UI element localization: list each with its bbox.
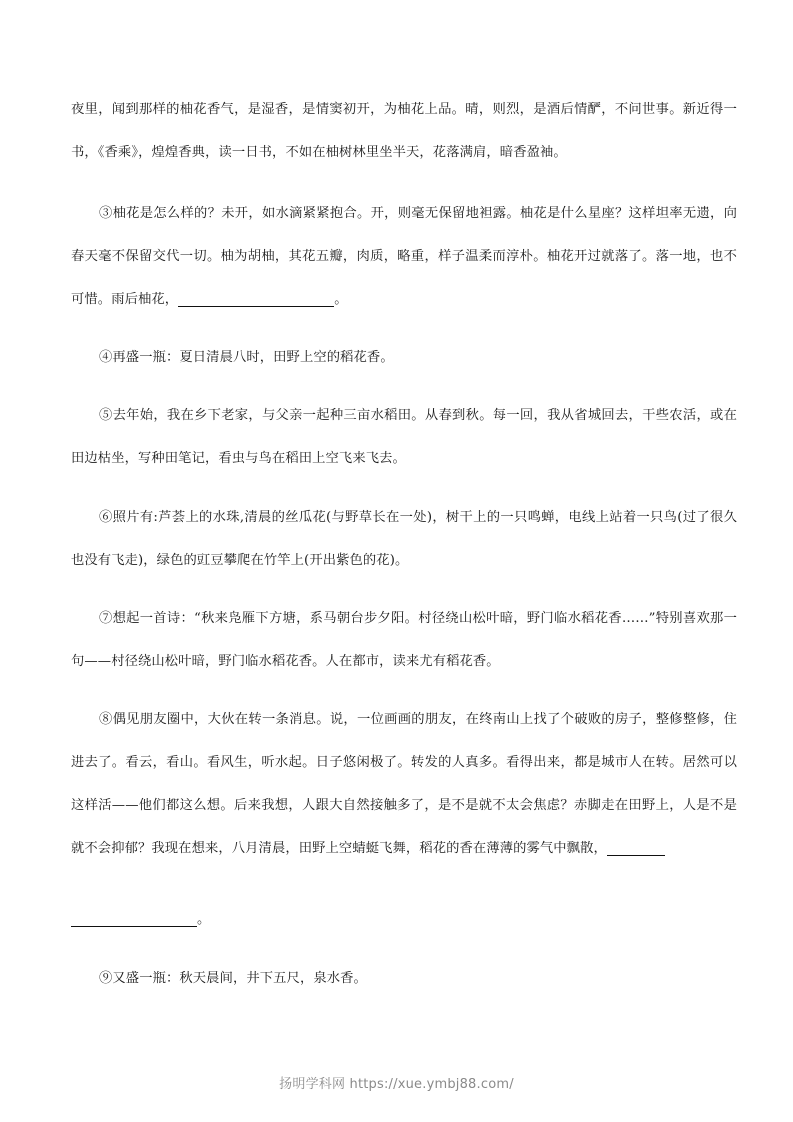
document-body: [71, 88, 737, 1000]
site-watermark: 扬明学科网 https://xue.ymbj88.com/: [279, 1077, 514, 1092]
paragraph-4: ④再盛一瓶：夏日清晨八时，田野上空的稻花香。: [99, 350, 394, 365]
fill-in-blank-1[interactable]: [178, 292, 334, 307]
paragraph-spacer: [71, 480, 737, 496]
paragraph-6: ⑥照片有:芦荟上的水珠,清晨的丝瓜花(与野草长在一处)，树干上的一只鸣蝉，电线上站着一只鸟(过了很久也没有飞走)，绿色的豇豆攀爬在竹竿上(开出紫色的花)。: [71, 510, 737, 568]
paragraph-3-text-after-blank: 。: [334, 292, 348, 307]
paragraph-spacer: [71, 174, 737, 192]
paragraph-3-text-before-blank: ③柚花是怎么样的？未开，如水滴紧紧抱合。开，则毫无保留地袒露。柚花是什么星座？这样坦率无遗，向春天毫不保留交代一切。柚为胡柚，其花五瓣，肉质，略重，样子温柔而淳朴。柚花开过就落了。落一地，也不可惜。雨后柚花，: [71, 206, 737, 307]
paragraph-spacer: [71, 321, 737, 336]
paragraph-continuation: 夜里，闻到那样的柚花香气，是湿香，是情窦初开，为柚花上品。晴，则烈，是酒后情酽，不问世事。新近得一书，《香乘》，煌煌香典，读一日书，不如在柚树林里坐半天，花落满肩，暗香盈袖。: [71, 102, 737, 160]
paragraph-spacer: [71, 582, 737, 597]
paragraph-3: [71, 192, 737, 321]
paragraph-spacer: [71, 941, 737, 957]
paragraph-spacer: [71, 379, 737, 394]
paragraph-8: [71, 698, 737, 870]
paragraph-8-blank-period: 。: [197, 912, 211, 927]
paragraph-spacer: [71, 683, 737, 698]
paragraph-7: ⑦想起一首诗：“秋来凫雁下方塘，系马朝台步夕阳。村径绕山松叶暗，野门临水稻花香……”特别喜欢那一句——村径绕山松叶暗，野门临水稻花香。人在都市，读来尤有稻花香。: [71, 611, 737, 669]
paragraph-8-text-before-blank: ⑧偶见朋友圈中，大伙在转一条消息。说，一位画画的朋友，在终南山上找了个破败的房子，整修整修，住进去了。看云，看山。看风生，听水起。日子悠闲极了。转发的人真多。看得出来，都是城市人在转。居然可以这样活——他们都这么想。后来我想，人跟大自然接触多了，是不是就不太会焦虑？赤脚走在田野上，人是不是就不会抑郁？我现在想来，八月清晨，田野上空蜻蜓飞舞，稻花的香在薄薄的雾气中飘散，: [71, 712, 737, 856]
paragraph-5: ⑤去年始，我在乡下老家，与父亲一起种三亩水稻田。从春到秋。每一回，我从省城回去，干些农活，或在田边枯坐，写种田笔记，看虫与鸟在稻田上空飞来飞去。: [71, 408, 737, 466]
paragraph-8-blank-continuation: [71, 898, 737, 941]
fill-in-blank-2[interactable]: [607, 841, 665, 856]
paragraph-spacer: [71, 870, 737, 898]
paragraph-9: ⑨又盛一瓶：秋天晨间，井下五尺，泉水香。: [99, 971, 367, 986]
fill-in-blank-3[interactable]: [71, 912, 197, 927]
